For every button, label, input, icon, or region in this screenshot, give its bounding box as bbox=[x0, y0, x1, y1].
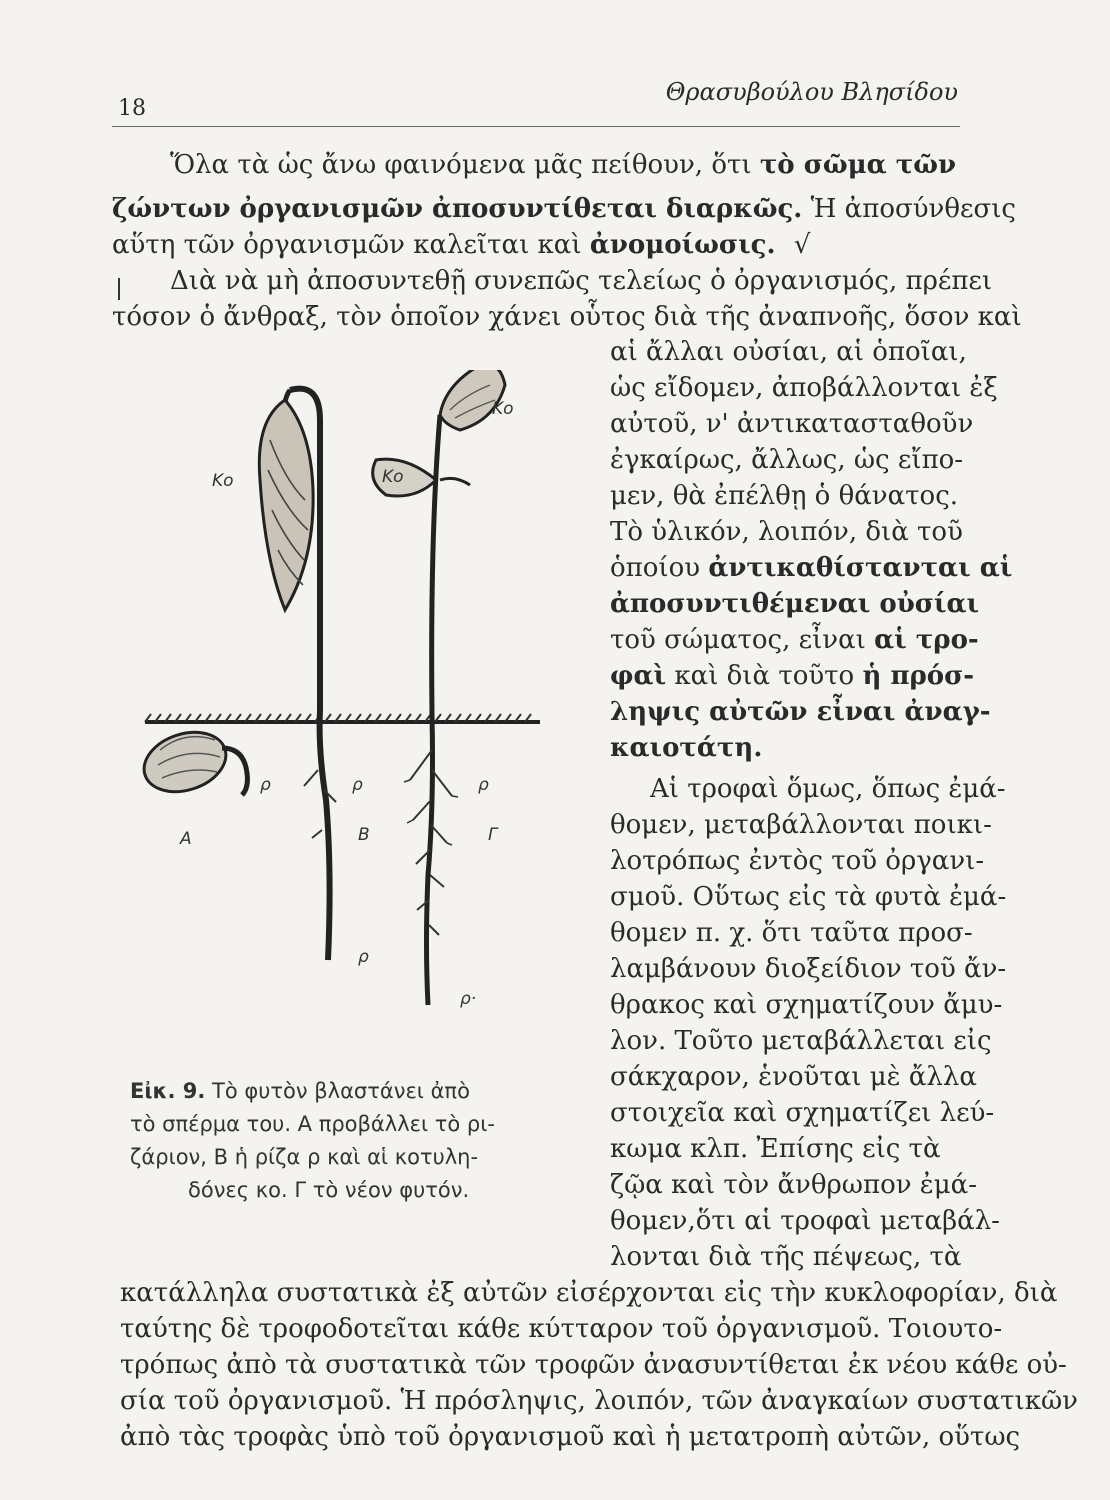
seedling-b bbox=[259, 389, 336, 960]
para3-side-line: θομεν, μεταβάλλονται ποικι- bbox=[610, 810, 992, 840]
text-run: ὁποίου bbox=[610, 553, 709, 583]
para3-side-line: λονται διὰ τῆς πέψεως, τὰ bbox=[610, 1242, 962, 1272]
caption-line4: δόνες κο. Γ τὸ νέον φυτόν. bbox=[188, 1178, 470, 1202]
caption-prefix: Εἰκ. 9. bbox=[130, 1079, 206, 1103]
para2-line1: Διὰ νὰ μὴ ἀποσυντεθῇ συνεπῶς τελείως ὁ ὀργανισμός, πρέπει bbox=[170, 266, 993, 296]
label-rho-b-upper: ρ bbox=[352, 775, 363, 795]
bold-text: φαὶ bbox=[610, 661, 667, 691]
caption-text: Τὸ φυτὸν βλαστάνει ἀπὸ bbox=[205, 1079, 470, 1103]
soil-line bbox=[145, 714, 540, 722]
para2-side-line: Τὸ ὑλικόν, λοιπόν, διὰ τοῦ bbox=[610, 517, 963, 547]
para2-bold-line: καιοτάτη. bbox=[610, 733, 763, 763]
para2-side-line: ὡς εἴδομεν, ἀποβάλλονται ἐξ bbox=[610, 373, 998, 403]
para3-side-line: λαμβάνουν διοξείδιον τοῦ ἄν- bbox=[610, 954, 1007, 984]
margin-mark bbox=[118, 278, 120, 300]
text-run: Ἡ ἀποσύνθεσις bbox=[802, 194, 1016, 224]
para3-side-line: κωμα κλπ. Ἐπίσης εἰς τὰ bbox=[610, 1134, 941, 1164]
para3-line: κατάλληλα συστατικὰ ἐξ αὐτῶν εἰσέρχονται εἰς τὴν κυκλοφορίαν, διὰ bbox=[120, 1278, 1058, 1308]
bold-text: ἀντικαθίστανται αἱ bbox=[708, 553, 1013, 583]
caption-line1 bbox=[130, 1075, 600, 1108]
para2-bold-line bbox=[610, 551, 1012, 585]
para3-side-line: θομεν π. χ. ὅτι ταῦτα προσ- bbox=[610, 918, 973, 948]
header-rule bbox=[112, 126, 960, 127]
bold-text: τὸ σῶμα τῶν bbox=[759, 150, 957, 180]
para1-line1 bbox=[170, 148, 956, 182]
para2-side-line: ἐγκαίρως, ἄλλως, ὡς εἴπο- bbox=[610, 445, 964, 475]
label-ko-middle: Κο bbox=[382, 467, 404, 487]
para2-side-line: αἱ ἄλλαι οὐσίαι, αἱ ὁποῖαι, bbox=[610, 337, 967, 367]
para2-bold-line: ληψις αὐτῶν εἶναι ἀναγ- bbox=[610, 697, 991, 727]
text-run: καὶ διὰ τοῦτο bbox=[666, 661, 863, 691]
page-number: 18 bbox=[118, 96, 146, 121]
label-ko-right: Κο bbox=[492, 399, 514, 419]
caption-line2: τὸ σπέρμα του. Α προβάλλει τὸ ρι- bbox=[130, 1112, 495, 1136]
para3-side-line: ζῷα καὶ τὸν ἄνθρωπον ἐμά- bbox=[610, 1170, 977, 1200]
para1-line3 bbox=[112, 228, 810, 262]
para3-side-line: σμοῦ. Οὕτως εἰς τὰ φυτὰ ἐμά- bbox=[610, 882, 1007, 912]
para3-side-line: θρακος καὶ σχηματίζουν ἄμυ- bbox=[610, 990, 1003, 1020]
para3-line: ταύτης δὲ τροφοδοτεῖται κάθε κύτταρον τοῦ ὀργανισμοῦ. Τοιουτο- bbox=[120, 1314, 1003, 1344]
para1-line2 bbox=[112, 192, 1016, 226]
bold-text: αἱ τρο- bbox=[874, 625, 979, 655]
para2-side-line: αὐτοῦ, ν' ἀντικατασταθοῦν bbox=[610, 409, 974, 439]
para3-side-line: λοτρόπως ἐντὸς τοῦ ὀργανι- bbox=[610, 846, 985, 876]
para3-side-line: λον. Τοῦτο μεταβάλλεται εἰς bbox=[610, 1026, 992, 1056]
bold-text: ἀνομοίωσις. bbox=[589, 230, 776, 260]
text-run: αὕτη τῶν ὀργανισμῶν καλεῖται καὶ bbox=[112, 230, 590, 260]
seedling-figure bbox=[140, 370, 580, 1030]
bold-text: ζώντων ὀργανισμῶν ἀποσυντίθεται διαρκῶς. bbox=[112, 194, 803, 224]
para3-side-line: σάκχαρον, ἑνοῦται μὲ ἄλλα bbox=[610, 1062, 977, 1092]
running-title: Θρασυβούλου Βλησίδου bbox=[665, 78, 958, 106]
label-a: Α bbox=[180, 829, 192, 849]
label-ko-left: Κο bbox=[212, 471, 234, 491]
label-g: Γ bbox=[488, 825, 498, 845]
text-run: τοῦ σώματος, εἶναι bbox=[610, 625, 875, 655]
seedling-g bbox=[373, 370, 505, 1005]
para2-line2: τόσον ὁ ἄνθραξ, τὸν ὁποῖον χάνει οὗτος διὰ τῆς ἀναπνοῆς, ὅσον καὶ bbox=[112, 302, 1022, 332]
label-rho-g-lower: ρ· bbox=[460, 989, 477, 1009]
figure-caption bbox=[130, 1075, 600, 1207]
para2-bold-line: ἀποσυντιθέμεναι οὐσίαι bbox=[610, 589, 980, 619]
bold-text: ἡ πρόσ- bbox=[862, 661, 975, 691]
caption-line3: ζάριον, Β ἡ ρίζα ρ καὶ αἱ κοτυλη- bbox=[130, 1145, 479, 1169]
para3-line: σία τοῦ ὀργανισμοῦ. Ἡ πρόσληψις, λοιπόν, τῶν ἀναγκαίων συστατικῶν bbox=[120, 1386, 1078, 1416]
para2-bold-line bbox=[610, 623, 979, 657]
label-b: Β bbox=[358, 825, 370, 845]
label-rho-a: ρ bbox=[260, 775, 271, 795]
para2-side-line: μεν, θὰ ἐπέλθῃ ὁ θάνατος. bbox=[610, 481, 959, 511]
label-rho-b-lower: ρ bbox=[358, 947, 369, 967]
check-mark: √ bbox=[793, 230, 811, 260]
para2-bold-line bbox=[610, 659, 974, 693]
text-run: Ὅλα τὰ ὡς ἄνω φαινόμενα μᾶς πείθουν, ὅτι bbox=[170, 150, 760, 180]
para3-side-line: Αἱ τροφαὶ ὅμως, ὅπως ἐμά- bbox=[650, 774, 1006, 804]
label-rho-g-upper: ρ bbox=[478, 775, 489, 795]
para3-line: ἀπὸ τὰς τροφὰς ὑπὸ τοῦ ὀργανισμοῦ καὶ ἡ μετατροπὴ αὐτῶν, οὕτως bbox=[120, 1422, 1021, 1452]
seed-a bbox=[140, 722, 247, 801]
para3-side-line: στοιχεῖα καὶ σχηματίζει λεύ- bbox=[610, 1098, 995, 1128]
para3-line: τρόπως ἀπὸ τὰ συστατικὰ τῶν τροφῶν ἀνασυντίθεται ἐκ νέου κάθε οὐ- bbox=[120, 1350, 1067, 1380]
para3-side-line: θομεν,ὅτι αἱ τροφαὶ μεταβάλ- bbox=[610, 1206, 1000, 1236]
